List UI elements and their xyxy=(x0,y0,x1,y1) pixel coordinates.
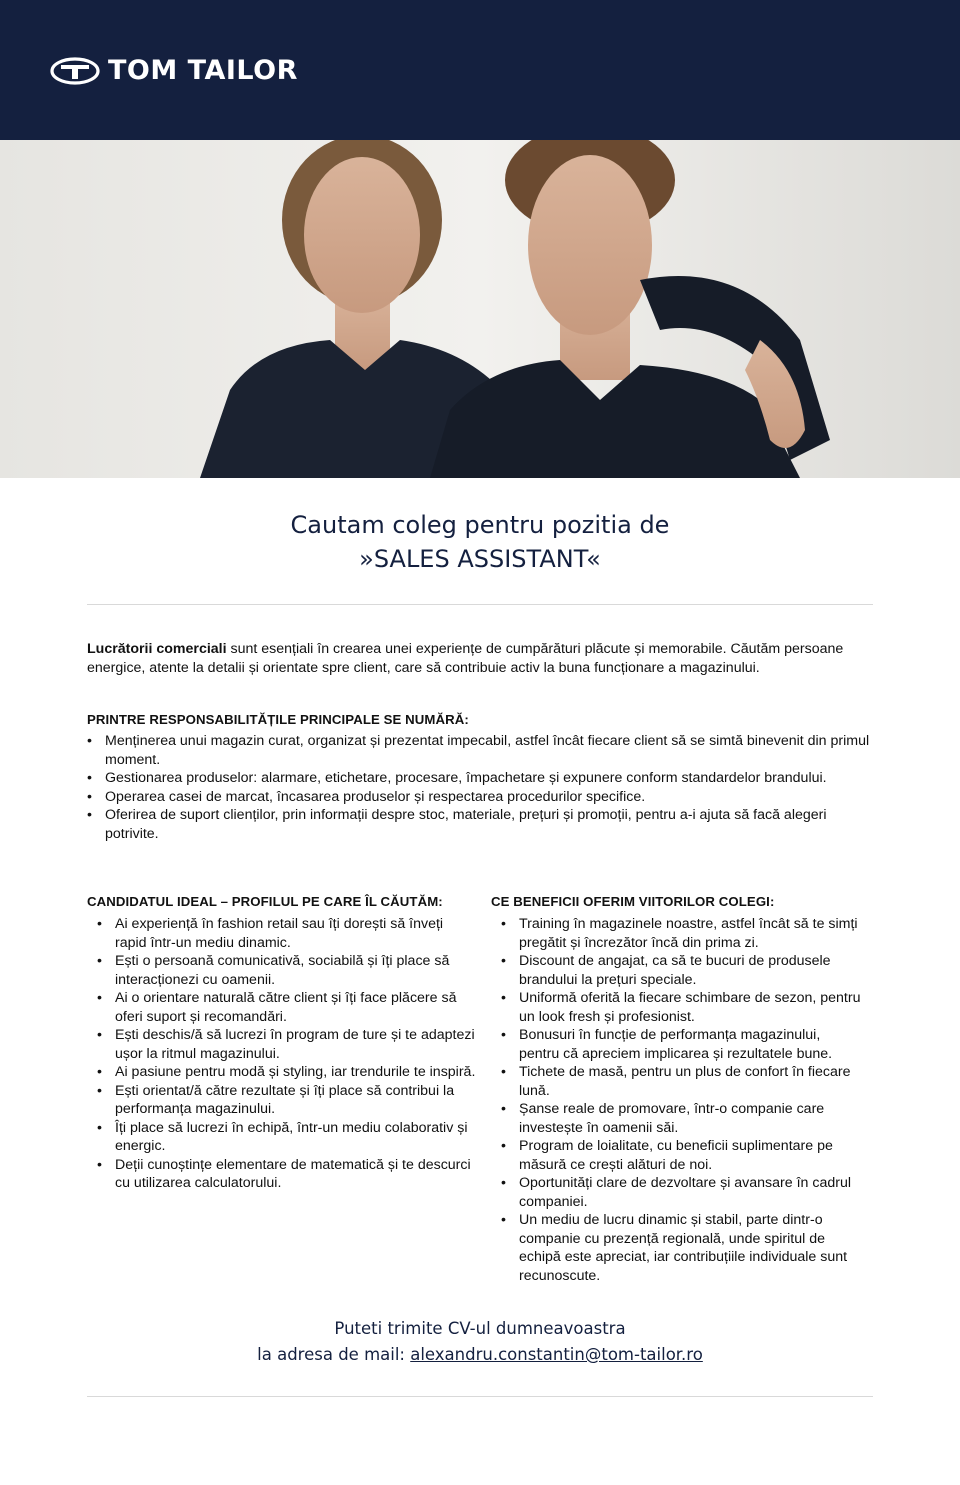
list-item xyxy=(87,806,877,843)
bullet-icon: • xyxy=(501,1027,506,1043)
list-item-text: Gestionarea produselor: alarmare, etichetare, procesare, împachetare și expunere conform standardelor brandului. xyxy=(105,770,827,786)
responsibilities-heading: PRINTRE RESPONSABILITĂȚILE PRINCIPALE SE NUMĂRĂ: xyxy=(87,712,469,727)
list-item-text: Deții cunoștințe elementare de matematică și te descurci cu utilizarea calculatorului. xyxy=(115,1156,471,1191)
bullet-icon: • xyxy=(97,1082,102,1099)
list-item xyxy=(97,989,477,1026)
list-item xyxy=(501,915,863,952)
list-item xyxy=(97,1026,477,1063)
list-item xyxy=(97,915,477,952)
responsibilities-section xyxy=(87,711,877,843)
list-item xyxy=(97,1082,477,1119)
list-item-text: Îți place să lucrezi în echipă, într-un mediu colaborativ și energic. xyxy=(115,1119,468,1154)
list-item xyxy=(501,1137,863,1174)
brand-logo[interactable] xyxy=(50,56,298,86)
list-item xyxy=(501,1063,863,1100)
list-item xyxy=(501,1100,863,1137)
list-item xyxy=(97,1063,477,1082)
list-item-text: Bonusuri în funcție de performanța magazinului, pentru că apreciem implicarea și rezultatele bune. xyxy=(519,1027,833,1062)
bullet-icon: • xyxy=(501,1175,506,1191)
bullet-icon: • xyxy=(501,953,506,969)
bullet-icon: • xyxy=(97,1027,102,1043)
contact-line-1: Puteti trimite CV-ul dumneavoastra xyxy=(334,1319,626,1338)
list-item xyxy=(501,1174,863,1211)
list-item-text: Un mediu de lucru dinamic și stabil, parte dintr-o companie cu prezență regională, unde spiritul de echipă este apreciat, iar contribuțiile individuale sunt recunoscute. xyxy=(519,1212,848,1284)
benefits-heading: CE BENEFICII OFERIM VIITORILOR COLEGI: xyxy=(491,894,775,909)
list-item-text: Ești orientat/ă către rezultate și îți place să contribui la performanța magazinului. xyxy=(115,1082,455,1117)
job-title xyxy=(0,508,960,576)
responsibilities-list xyxy=(87,732,877,843)
list-item xyxy=(87,769,877,788)
candidate-list xyxy=(87,915,477,1193)
title-line-2: »SALES ASSISTANT« xyxy=(359,545,601,573)
bullet-icon: • xyxy=(97,1119,102,1136)
bullet-icon: • xyxy=(501,1101,506,1117)
bullet-icon: • xyxy=(97,1156,102,1173)
bullet-icon: • xyxy=(501,1064,506,1080)
candidate-section xyxy=(87,893,477,1193)
intro-paragraph xyxy=(87,640,877,677)
bullet-icon: • xyxy=(97,1064,102,1080)
title-line-1: Cautam coleg pentru pozitia de xyxy=(290,511,670,539)
divider-top xyxy=(87,604,873,605)
bullet-icon: • xyxy=(501,916,506,932)
hero-photo xyxy=(0,140,960,478)
list-item-text: Oportunități clare de dezvoltare și avansare în cadrul companiei. xyxy=(519,1175,852,1210)
bullet-icon: • xyxy=(87,807,92,823)
contact-section xyxy=(0,1316,960,1368)
contact-line-2 xyxy=(0,1342,960,1368)
candidate-heading: CANDIDATUL IDEAL – PROFILUL PE CARE ÎL CĂUTĂM: xyxy=(87,894,443,909)
list-item-text: Ești deschis/ă să lucrezi în program de ture și te adaptezi ușor la ritmul magazinului. xyxy=(115,1027,475,1062)
bullet-icon: • xyxy=(97,916,102,932)
list-item-text: Training în magazinele noastre, astfel încât să te simți pregătit și încrezător încă din prima zi. xyxy=(519,916,858,951)
list-item xyxy=(501,989,863,1026)
brand-name: TOM TAILOR xyxy=(108,55,298,86)
bullet-icon: • xyxy=(501,1138,506,1154)
list-item-text: Oferirea de suport clienților, prin informații despre stoc, materiale, prețuri și promoții, pentru a-i ajuta să facă alegeri potrivite. xyxy=(105,807,827,842)
list-item-text: Program de loialitate, cu beneficii suplimentare pe măsură ce crești alături de noi. xyxy=(519,1138,833,1173)
bullet-icon: • xyxy=(97,990,102,1006)
benefits-section xyxy=(491,893,863,1285)
list-item xyxy=(501,952,863,989)
list-item-text: Operarea casei de marcat, încasarea produselor și respectarea procedurilor specifice. xyxy=(105,788,646,805)
header-bar xyxy=(0,0,960,140)
bullet-icon: • xyxy=(97,953,102,969)
list-item-text: Discount de angajat, ca să te bucuri de produsele brandului la prețuri speciale. xyxy=(519,953,831,988)
list-item xyxy=(501,1026,863,1063)
list-item xyxy=(87,732,877,769)
list-item-text: Uniformă oferită la fiecare schimbare de sezon, pentru un look fresh și profesionist. xyxy=(519,990,861,1025)
list-item xyxy=(501,1211,863,1285)
bullet-icon: • xyxy=(87,788,92,805)
intro-bold: Lucrătorii comerciali xyxy=(87,641,227,657)
list-item xyxy=(87,788,877,807)
list-item-text: Ai experiență în fashion retail sau îți dorești să înveți rapid într-un mediu dinamic. xyxy=(115,916,444,951)
list-item xyxy=(97,1156,477,1193)
benefits-list xyxy=(491,915,863,1285)
email-link[interactable]: alexandru.constantin@tom-tailor.ro xyxy=(410,1345,703,1364)
bullet-icon: • xyxy=(87,733,92,749)
bullet-icon: • xyxy=(501,1212,506,1228)
list-item-text: Șanse reale de promovare, într-o companie care investește în oamenii săi. xyxy=(519,1101,825,1136)
intro-text: sunt esențiali în crearea unei experiențe de cumpărături plăcute și memorabile. Căutăm persoane energice, atente la detalii și orientate spre client, care să contribuie activ la buna funcționare a magazinului. xyxy=(87,641,844,676)
list-item-text: Tichete de masă, pentru un plus de confort în fiecare lună. xyxy=(519,1064,851,1099)
bullet-icon: • xyxy=(87,770,92,786)
hero-illustration xyxy=(0,140,960,478)
list-item xyxy=(97,1119,477,1156)
list-item-text: Ai o orientare naturală către client și îți face plăcere să oferi suport și recomandări. xyxy=(115,990,457,1025)
contact-prefix: la adresa de mail: xyxy=(257,1345,411,1364)
list-item-text: Ai pasiune pentru modă și styling, iar trendurile te inspiră. xyxy=(115,1064,476,1080)
bullet-icon: • xyxy=(501,990,506,1006)
list-item xyxy=(97,952,477,989)
list-item-text: Ești o persoană comunicativă, sociabilă și îți place să interacționezi cu oamenii. xyxy=(115,953,450,988)
divider-bottom xyxy=(87,1396,873,1397)
tom-tailor-logo-icon xyxy=(50,57,100,85)
list-item-text: Menținerea unui magazin curat, organizat și prezentat impecabil, astfel încât fiecare client să se simtă binevenit din primul moment. xyxy=(105,733,870,768)
